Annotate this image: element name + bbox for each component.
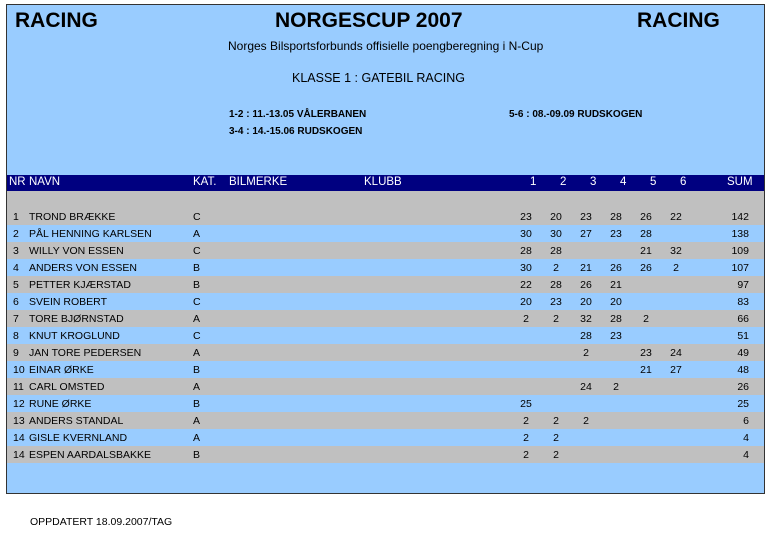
cell-nr: 5 <box>13 279 19 291</box>
cell-round-6: 27 <box>670 364 682 376</box>
cell-nr: 1 <box>13 211 19 223</box>
racing-label-right: RACING <box>637 9 720 32</box>
cell-sum: 26 <box>737 381 749 393</box>
results-table <box>7 208 764 463</box>
col-navn: NAVN <box>29 176 61 188</box>
cell-round-1: 2 <box>523 415 529 427</box>
cell-round-1: 25 <box>520 398 532 410</box>
col-round-3: 3 <box>590 176 597 188</box>
cell-nr: 4 <box>13 262 19 274</box>
cell-round-6: 32 <box>670 245 682 257</box>
cell-nr: 3 <box>13 245 19 257</box>
page-title: NORGESCUP 2007 <box>275 9 463 32</box>
table-row <box>7 446 764 463</box>
cell-nr: 14 <box>13 449 25 461</box>
cell-kat: A <box>193 432 201 444</box>
cell-name: WILLY VON ESSEN <box>29 245 124 257</box>
table-row <box>7 242 764 259</box>
table-row <box>7 344 764 361</box>
updated-note: OPPDATERT 18.09.2007/TAG <box>30 516 173 528</box>
cell-round-3: 2 <box>583 415 589 427</box>
cell-name: TROND BRÆKKE <box>29 211 116 223</box>
table-row <box>7 259 764 276</box>
cell-nr: 9 <box>13 347 19 359</box>
table-row <box>7 378 764 395</box>
cell-round-1: 30 <box>520 262 532 274</box>
cell-nr: 12 <box>13 398 25 410</box>
col-bilmerke: BILMERKE <box>229 176 288 188</box>
cell-round-1: 20 <box>520 296 532 308</box>
cell-kat: B <box>193 364 201 376</box>
cell-kat: C <box>193 296 201 308</box>
cell-round-2: 2 <box>553 262 559 274</box>
cell-round-2: 28 <box>550 245 562 257</box>
cell-name: CARL OMSTED <box>29 381 105 393</box>
cell-round-1: 2 <box>523 313 529 325</box>
col-sum: SUM <box>727 176 753 188</box>
cell-round-3: 20 <box>580 296 592 308</box>
cell-round-3: 32 <box>580 313 592 325</box>
table-header <box>7 175 764 191</box>
cell-round-5: 21 <box>640 364 652 376</box>
cell-name: PETTER KJÆRSTAD <box>29 279 131 291</box>
cell-round-3: 28 <box>580 330 592 342</box>
cell-round-4: 28 <box>610 211 622 223</box>
cell-kat: B <box>193 398 201 410</box>
cell-sum: 49 <box>737 347 749 359</box>
cell-name: PÅL HENNING KARLSEN <box>29 228 152 240</box>
cell-kat: C <box>193 330 201 342</box>
table-row <box>7 412 764 429</box>
subtitle: Norges Bilsportsforbunds offisielle poengberegning i N-Cup <box>228 39 544 53</box>
cell-round-3: 23 <box>580 211 592 223</box>
cell-name: KNUT KROGLUND <box>29 330 120 342</box>
cell-kat: B <box>193 262 201 274</box>
table-row <box>7 276 764 293</box>
cell-kat: A <box>193 415 201 427</box>
cell-sum: 48 <box>737 364 749 376</box>
cell-name: ANDERS VON ESSEN <box>29 262 137 274</box>
col-nr: NR <box>9 176 26 188</box>
cell-round-4: 23 <box>610 228 622 240</box>
cell-sum: 83 <box>737 296 749 308</box>
col-klubb: KLUBB <box>364 176 402 188</box>
schedule-rounds-1-2: 1-2 : 11.-13.05 VÅLERBANEN <box>229 109 367 120</box>
cell-round-3: 26 <box>580 279 592 291</box>
cell-sum: 142 <box>731 211 749 223</box>
cell-round-3: 21 <box>580 262 592 274</box>
cell-round-5: 21 <box>640 245 652 257</box>
cell-name: JAN TORE PEDERSEN <box>29 347 142 359</box>
cell-sum: 4 <box>743 432 749 444</box>
cell-sum: 4 <box>743 449 749 461</box>
col-round-1: 1 <box>530 176 537 188</box>
cell-name: EINAR ØRKE <box>29 364 94 376</box>
cell-sum: 97 <box>737 279 749 291</box>
cell-nr: 10 <box>13 364 25 376</box>
cell-round-1: 28 <box>520 245 532 257</box>
cell-round-1: 2 <box>523 449 529 461</box>
cell-round-1: 2 <box>523 432 529 444</box>
cell-round-2: 2 <box>553 415 559 427</box>
cell-nr: 2 <box>13 228 19 240</box>
cell-round-4: 21 <box>610 279 622 291</box>
cell-round-2: 2 <box>553 313 559 325</box>
col-round-4: 4 <box>620 176 627 188</box>
cell-round-5: 2 <box>643 313 649 325</box>
cell-nr: 6 <box>13 296 19 308</box>
cell-round-5: 23 <box>640 347 652 359</box>
cell-round-4: 23 <box>610 330 622 342</box>
cell-nr: 13 <box>13 415 25 427</box>
cell-round-1: 30 <box>520 228 532 240</box>
cell-round-2: 2 <box>553 449 559 461</box>
cell-nr: 11 <box>13 381 24 393</box>
cell-round-2: 20 <box>550 211 562 223</box>
cell-round-5: 26 <box>640 211 652 223</box>
cell-name: ESPEN AARDALSBAKKE <box>29 449 151 461</box>
table-row <box>7 395 764 412</box>
table-row <box>7 361 764 378</box>
col-round-6: 6 <box>680 176 687 188</box>
cell-nr: 7 <box>13 313 19 325</box>
cell-round-4: 20 <box>610 296 622 308</box>
table-row <box>7 310 764 327</box>
cell-round-1: 22 <box>520 279 532 291</box>
cell-round-1: 23 <box>520 211 532 223</box>
cell-kat: A <box>193 228 201 240</box>
col-kat: KAT. <box>193 176 217 188</box>
cell-sum: 66 <box>737 313 749 325</box>
cell-round-2: 23 <box>550 296 562 308</box>
results-sheet <box>6 4 765 494</box>
cell-sum: 6 <box>743 415 749 427</box>
cell-kat: A <box>193 381 201 393</box>
cell-sum: 51 <box>737 330 749 342</box>
class-label: KLASSE 1 : GATEBIL RACING <box>292 71 465 85</box>
cell-name: ANDERS STANDAL <box>29 415 124 427</box>
table-row <box>7 327 764 344</box>
cell-nr: 8 <box>13 330 19 342</box>
col-round-5: 5 <box>650 176 657 188</box>
cell-round-5: 26 <box>640 262 652 274</box>
cell-round-6: 22 <box>670 211 682 223</box>
cell-sum: 25 <box>737 398 749 410</box>
cell-round-3: 27 <box>580 228 592 240</box>
cell-kat: A <box>193 347 201 359</box>
cell-kat: A <box>193 313 201 325</box>
cell-round-4: 26 <box>610 262 622 274</box>
cell-round-2: 2 <box>553 432 559 444</box>
schedule-rounds-3-4: 3-4 : 14.-15.06 RUDSKOGEN <box>229 126 363 137</box>
spacer-row <box>7 191 764 208</box>
racing-label-left: RACING <box>15 9 98 32</box>
table-footer <box>7 464 764 493</box>
cell-round-4: 2 <box>613 381 619 393</box>
table-row <box>7 293 764 310</box>
cell-sum: 138 <box>731 228 749 240</box>
cell-sum: 109 <box>731 245 749 257</box>
cell-round-6: 2 <box>673 262 679 274</box>
schedule-rounds-5-6: 5-6 : 08.-09.09 RUDSKOGEN <box>509 109 643 120</box>
cell-name: GISLE KVERNLAND <box>29 432 128 444</box>
cell-kat: B <box>193 449 201 461</box>
cell-round-4: 28 <box>610 313 622 325</box>
col-round-2: 2 <box>560 176 567 188</box>
cell-round-5: 28 <box>640 228 652 240</box>
table-row <box>7 429 764 446</box>
cell-round-6: 24 <box>670 347 682 359</box>
cell-sum: 107 <box>731 262 749 274</box>
cell-round-3: 24 <box>580 381 592 393</box>
cell-round-2: 30 <box>550 228 562 240</box>
cell-name: SVEIN ROBERT <box>29 296 107 308</box>
cell-name: RUNE ØRKE <box>29 398 92 410</box>
table-row <box>7 225 764 242</box>
cell-kat: B <box>193 279 201 291</box>
cell-round-3: 2 <box>583 347 589 359</box>
cell-nr: 14 <box>13 432 25 444</box>
cell-kat: C <box>193 245 201 257</box>
cell-kat: C <box>193 211 201 223</box>
table-row <box>7 208 764 225</box>
cell-round-2: 28 <box>550 279 562 291</box>
cell-name: TORE BJØRNSTAD <box>29 313 124 325</box>
